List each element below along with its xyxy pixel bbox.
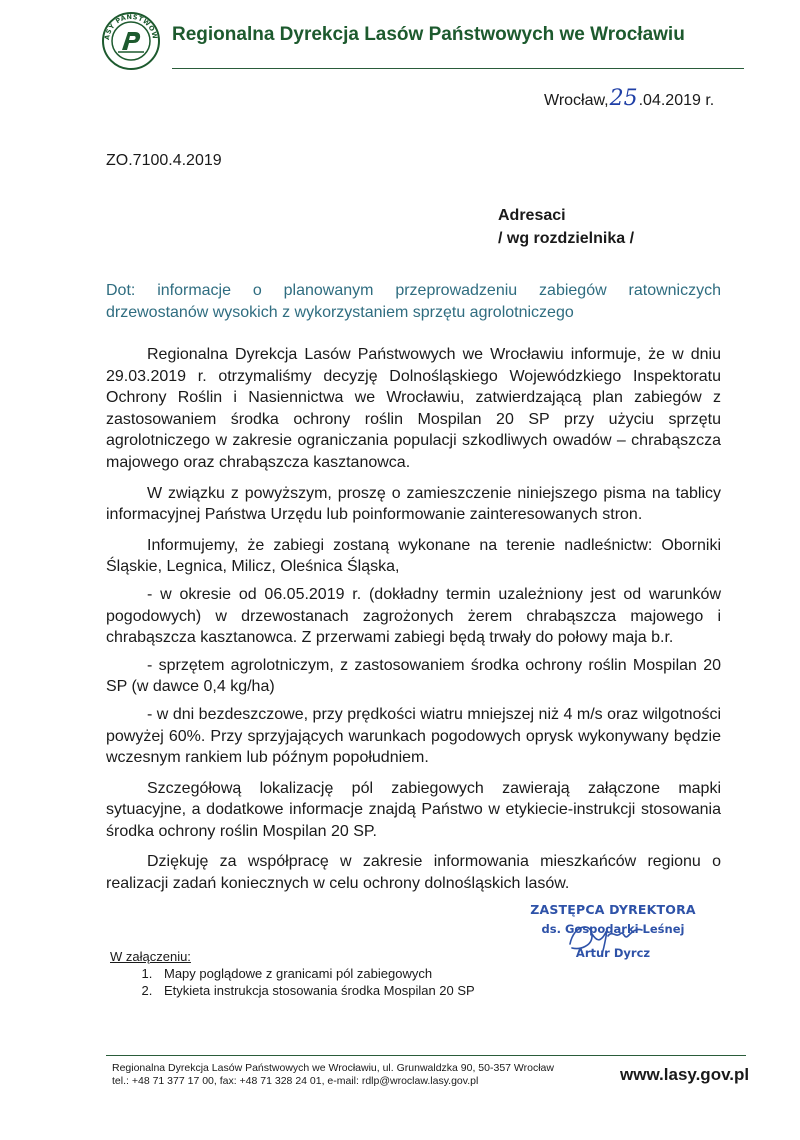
- footer-phone-email: tel.: +48 71 377 17 00, fax: +48 71 328 24 01, e-mail: rdlp@wroclaw.lasy.gov.pl: [112, 1075, 479, 1087]
- footer-contact: [112, 1062, 554, 1088]
- attachments-list: [110, 965, 475, 999]
- addressees-line1: Adresaci: [498, 207, 566, 224]
- attachment-item-1: 1. Mapy poglądowe z granicami pól zabiegowych: [156, 965, 475, 982]
- signature-department: ds. Gospodarki Leśnej: [541, 922, 685, 936]
- footer-website-link[interactable]: www.lasy.gov.pl: [620, 1065, 750, 1084]
- body-paragraph-1: Regionalna Dyrekcja Lasów Państwowych we Wrocławiu informuje, że w dniu 29.03.2019 r. otrzymaliśmy decyzję Dolnośląskiego Wojewódzkiego Inspektoratu Ochrony Roślin i Nasiennictwa we Wrocławiu, zatwierdzającą plan zabiegów z zastosowaniem środka ochrony roślin Mospilan 20 SP przy użyciu sprzętu agrolotniczego w zakresie ograniczania populacji szkodliwych owadów – chrabąszcza majowego oraz chrabąszcza kasztanowca.: [106, 346, 721, 471]
- attachment-item-2: 2. Etykieta instrukcja stosowania środka Mospilan 20 SP: [156, 982, 475, 999]
- attachments-block: [110, 948, 475, 999]
- subject-line2: drzewostanów wysokich z wykorzystaniem sprzętu agrolotniczego: [106, 304, 574, 321]
- date-place: Wrocław,: [544, 92, 609, 109]
- body-paragraph-4: - w okresie od 06.05.2019 r. (dokładny termin uzależniony jest od warunków pogodowych) w drzewostanach zagrożonych żerem chrabąszcza majowego i chrabąszcza kasztanowca. Z przerwami zabiegi będą trwały do połowy maja b.r.: [106, 585, 721, 647]
- header-divider: [172, 68, 744, 69]
- body-paragraph-7: Szczegółową lokalizację pól zabiegowych zawierają załączone mapki sytuacyjne, a dodatkowe informacje znajdą Państwo w etykiecie-instrukcji stosowania środka ochrony roślin Mospilan 20 SP.: [106, 779, 721, 840]
- body-paragraph-5: - sprzętem agrolotniczym, z zastosowaniem środka ochrony roślin Mospilan 20 SP (w dawce 0,4 kg/ha): [106, 656, 721, 696]
- footer-address: Regionalna Dyrekcja Lasów Państwowych we Wrocławiu, ul. Grunwaldzka 90, 50-357 Wrocław: [112, 1062, 554, 1074]
- subject-line1: Dot: informacje o planowanym przeprowadzeniu zabiegów ratowniczych: [106, 282, 721, 299]
- letter-body: [106, 344, 721, 904]
- addressees-block: [498, 204, 634, 250]
- reference-number: ZO.7100.4.2019: [106, 152, 222, 169]
- date-rest: .04.2019 r.: [638, 92, 715, 109]
- attachments-heading: W załączeniu:: [110, 949, 191, 964]
- letter-date: [544, 86, 714, 111]
- lasy-panstwowe-logo: [100, 10, 162, 72]
- date-day-handwritten: 25: [609, 86, 638, 111]
- body-paragraph-6: - w dni bezdeszczowe, przy prędkości wiatru mniejszej niż 4 m/s oraz wilgotności powyżej 60%. Przy sprzyjających warunkach pogodowych oprysk wykonywany będzie wczesnym rankiem lub późnym popołudniem.: [106, 705, 721, 767]
- signature-title: ZASTĘPCA DYREKTORA: [530, 902, 696, 917]
- body-paragraph-2: W związku z powyższym, proszę o zamieszczenie niniejszego pisma na tablicy informacyjnej Państwa Urzędu lub poinformowanie zainteresowanych stron.: [106, 484, 721, 524]
- handwritten-signature-icon: [562, 914, 662, 958]
- addressees-line2: / wg rozdzielnika /: [498, 230, 635, 247]
- footer-divider: [106, 1055, 746, 1056]
- signature-stamp: [528, 902, 698, 960]
- organization-title: Regionalna Dyrekcja Lasów Państwowych we Wrocławiu: [172, 24, 685, 45]
- subject-block: [106, 280, 721, 324]
- logo-arc-text: ASY PAŃSTWOW: [102, 12, 160, 41]
- signature-name: Artur Dyrcz: [575, 946, 651, 960]
- body-paragraph-3: Informujemy, że zabiegi zostaną wykonane na terenie nadleśnictw: Oborniki Śląskie, Legnica, Milicz, Oleśnica Śląska,: [106, 536, 721, 576]
- body-paragraph-8: Dziękuję za współpracę w zakresie informowania mieszkańców regionu o realizacji zadań koniecznych w celu ochrony dolnośląskich lasów.: [106, 853, 721, 893]
